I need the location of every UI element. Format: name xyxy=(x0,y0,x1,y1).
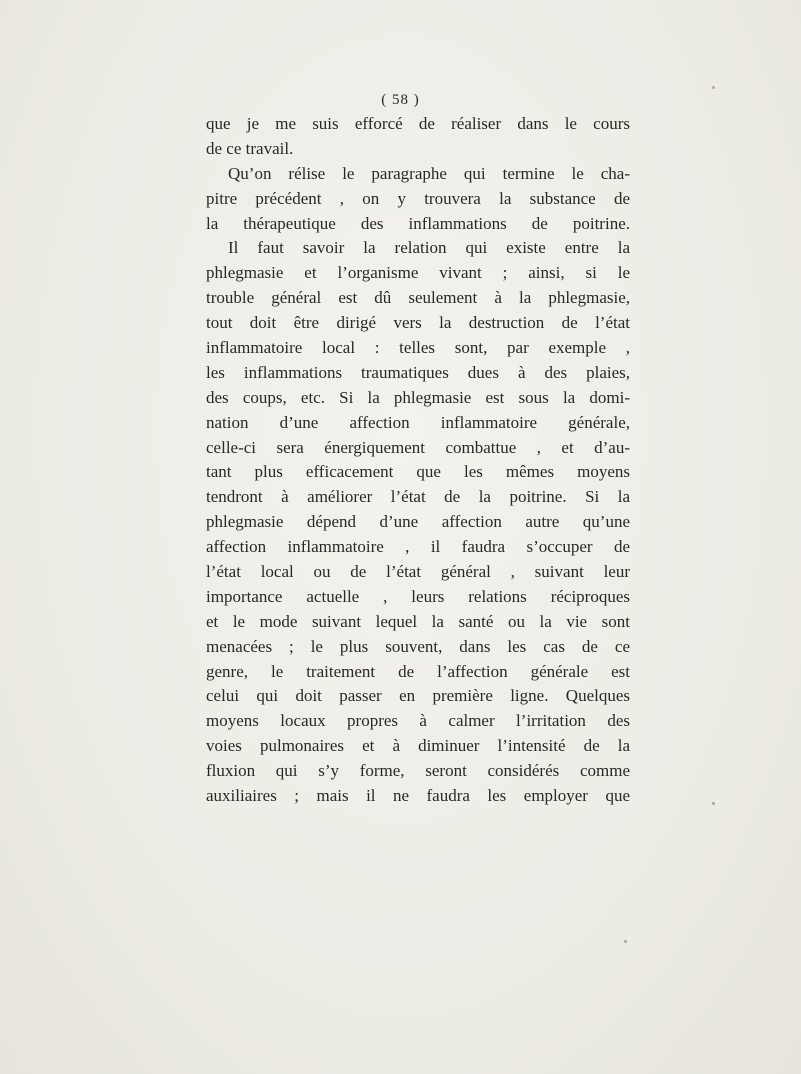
text-line: tant plus efficacement que les mêmes moyens xyxy=(206,462,630,482)
text-line: importance actuelle , leurs relations réciproques xyxy=(206,586,630,606)
text-line: phlegmasie et l’organisme vivant ; ainsi, si le xyxy=(206,263,630,283)
text-line: moyens locaux propres à calmer l’irritation des xyxy=(206,711,630,731)
paper-speck xyxy=(712,802,715,805)
page-number: ( 58 ) xyxy=(381,92,420,108)
text-line: tendront à améliorer l’état de la poitrine. Si la xyxy=(206,487,630,507)
text-line: trouble général est dû seulement à la phlegmasie, xyxy=(206,288,630,308)
text-line: auxiliaires ; mais il ne faudra les employer que xyxy=(206,786,630,806)
text-line: celle-ci sera énergiquement combattue , et d’au- xyxy=(206,437,630,457)
text-line: Il faut savoir la relation qui existe entre la xyxy=(228,238,630,258)
text-line: genre, le traitement de l’affection générale est xyxy=(206,661,630,681)
text-line: phlegmasie dépend d’une affection autre qu’une xyxy=(206,512,630,532)
text-line: affection inflammatoire , il faudra s’occuper de xyxy=(206,537,630,557)
text-line: tout doit être dirigé vers la destruction de l’état xyxy=(206,313,630,333)
text-line: menacées ; le plus souvent, dans les cas de ce xyxy=(206,636,630,656)
text-line: les inflammations traumatiques dues à des plaies, xyxy=(206,362,630,382)
body-text xyxy=(206,112,630,809)
text-line: Qu’on rélise le paragraphe qui termine le cha- xyxy=(228,163,630,183)
text-line: voies pulmonaires et à diminuer l’intensité de la xyxy=(206,736,630,756)
text-line: l’état local ou de l’état général , suivant leur xyxy=(206,562,630,582)
paper-speck xyxy=(624,940,627,943)
text-line: de ce travail. xyxy=(206,138,294,158)
text-line: des coups, etc. Si la phlegmasie est sous la domi- xyxy=(206,387,630,407)
text-line: que je me suis efforcé de réaliser dans le cours xyxy=(206,114,630,133)
text-line: celui qui doit passer en première ligne. Quelques xyxy=(206,686,630,706)
text-line: pitre précédent , on y trouvera la substance de xyxy=(206,188,630,208)
text-line: inflammatoire local : telles sont, par exemple , xyxy=(206,338,630,358)
text-line: nation d’une affection inflammatoire générale, xyxy=(206,412,630,432)
text-line: la thérapeutique des inflammations de poitrine. xyxy=(206,213,630,233)
paper-speck xyxy=(712,86,715,89)
text-line: et le mode suivant lequel la santé ou la vie sont xyxy=(206,611,630,631)
text-line: fluxion qui s’y forme, seront considérés comme xyxy=(206,761,630,781)
